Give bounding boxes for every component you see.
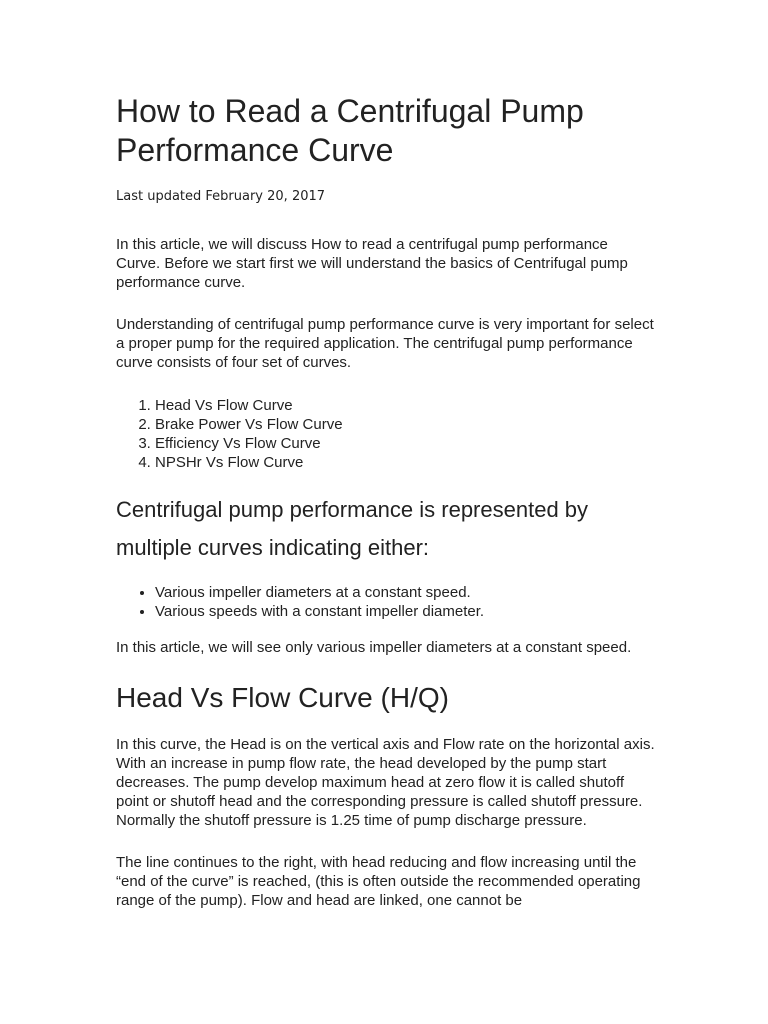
section-paragraph-1: In this curve, the Head is on the vertical axis and Flow rate on the horizontal axis. With an increase in pump flow rate, the head developed by the pump start decreases. The pump develop maximum head at zero flow it is called shutoff point or shutoff head and the corresponding pressure is called shutoff pressure. Normally the shutoff pressure is 1.25 time of pump discharge pressure. [116,736,655,829]
last-updated-date: Last updated February 20, 2017 [116,189,326,204]
scope-paragraph: In this article, we will see only various impeller diameters at a constant speed. [116,639,632,656]
list-item: 2. Brake Power Vs Flow Curve [155,415,656,434]
understanding-paragraph: Understanding of centrifugal pump performance curve is very important for select a proper pump for the required application. The centrifugal pump performance curve consists of four set of curves. [116,316,654,371]
section-paragraph-2: The line continues to the right, with head reducing and flow increasing until the “end of the curve” is reached, (this is often outside the recommended operating range of the pump). Flow and head are linked, one cannot be [116,854,641,909]
list-item: • Various impeller diameters at a constant speed. [155,583,656,602]
list-item: 1. Head Vs Flow Curve [155,396,656,415]
article-title: How to Read a Centrifugal Pump Performance Curve [116,93,584,168]
represented-heading: Centrifugal pump performance is represented by multiple curves indicating either: [116,497,589,560]
article [116,92,656,910]
list-item: 4. NPSHr Vs Flow Curve [155,453,656,472]
section-heading: Head Vs Flow Curve (H/Q) [116,682,449,713]
list-item: 3. Efficiency Vs Flow Curve [155,434,656,453]
list-item: • Various speeds with a constant impeller diameter. [155,602,656,621]
represented-list [116,583,656,621]
curve-list [116,396,656,472]
intro-paragraph: In this article, we will discuss How to read a centrifugal pump performance Curve. Before we start first we will understand the basics of Centrifugal pump performance curve. [116,236,628,291]
